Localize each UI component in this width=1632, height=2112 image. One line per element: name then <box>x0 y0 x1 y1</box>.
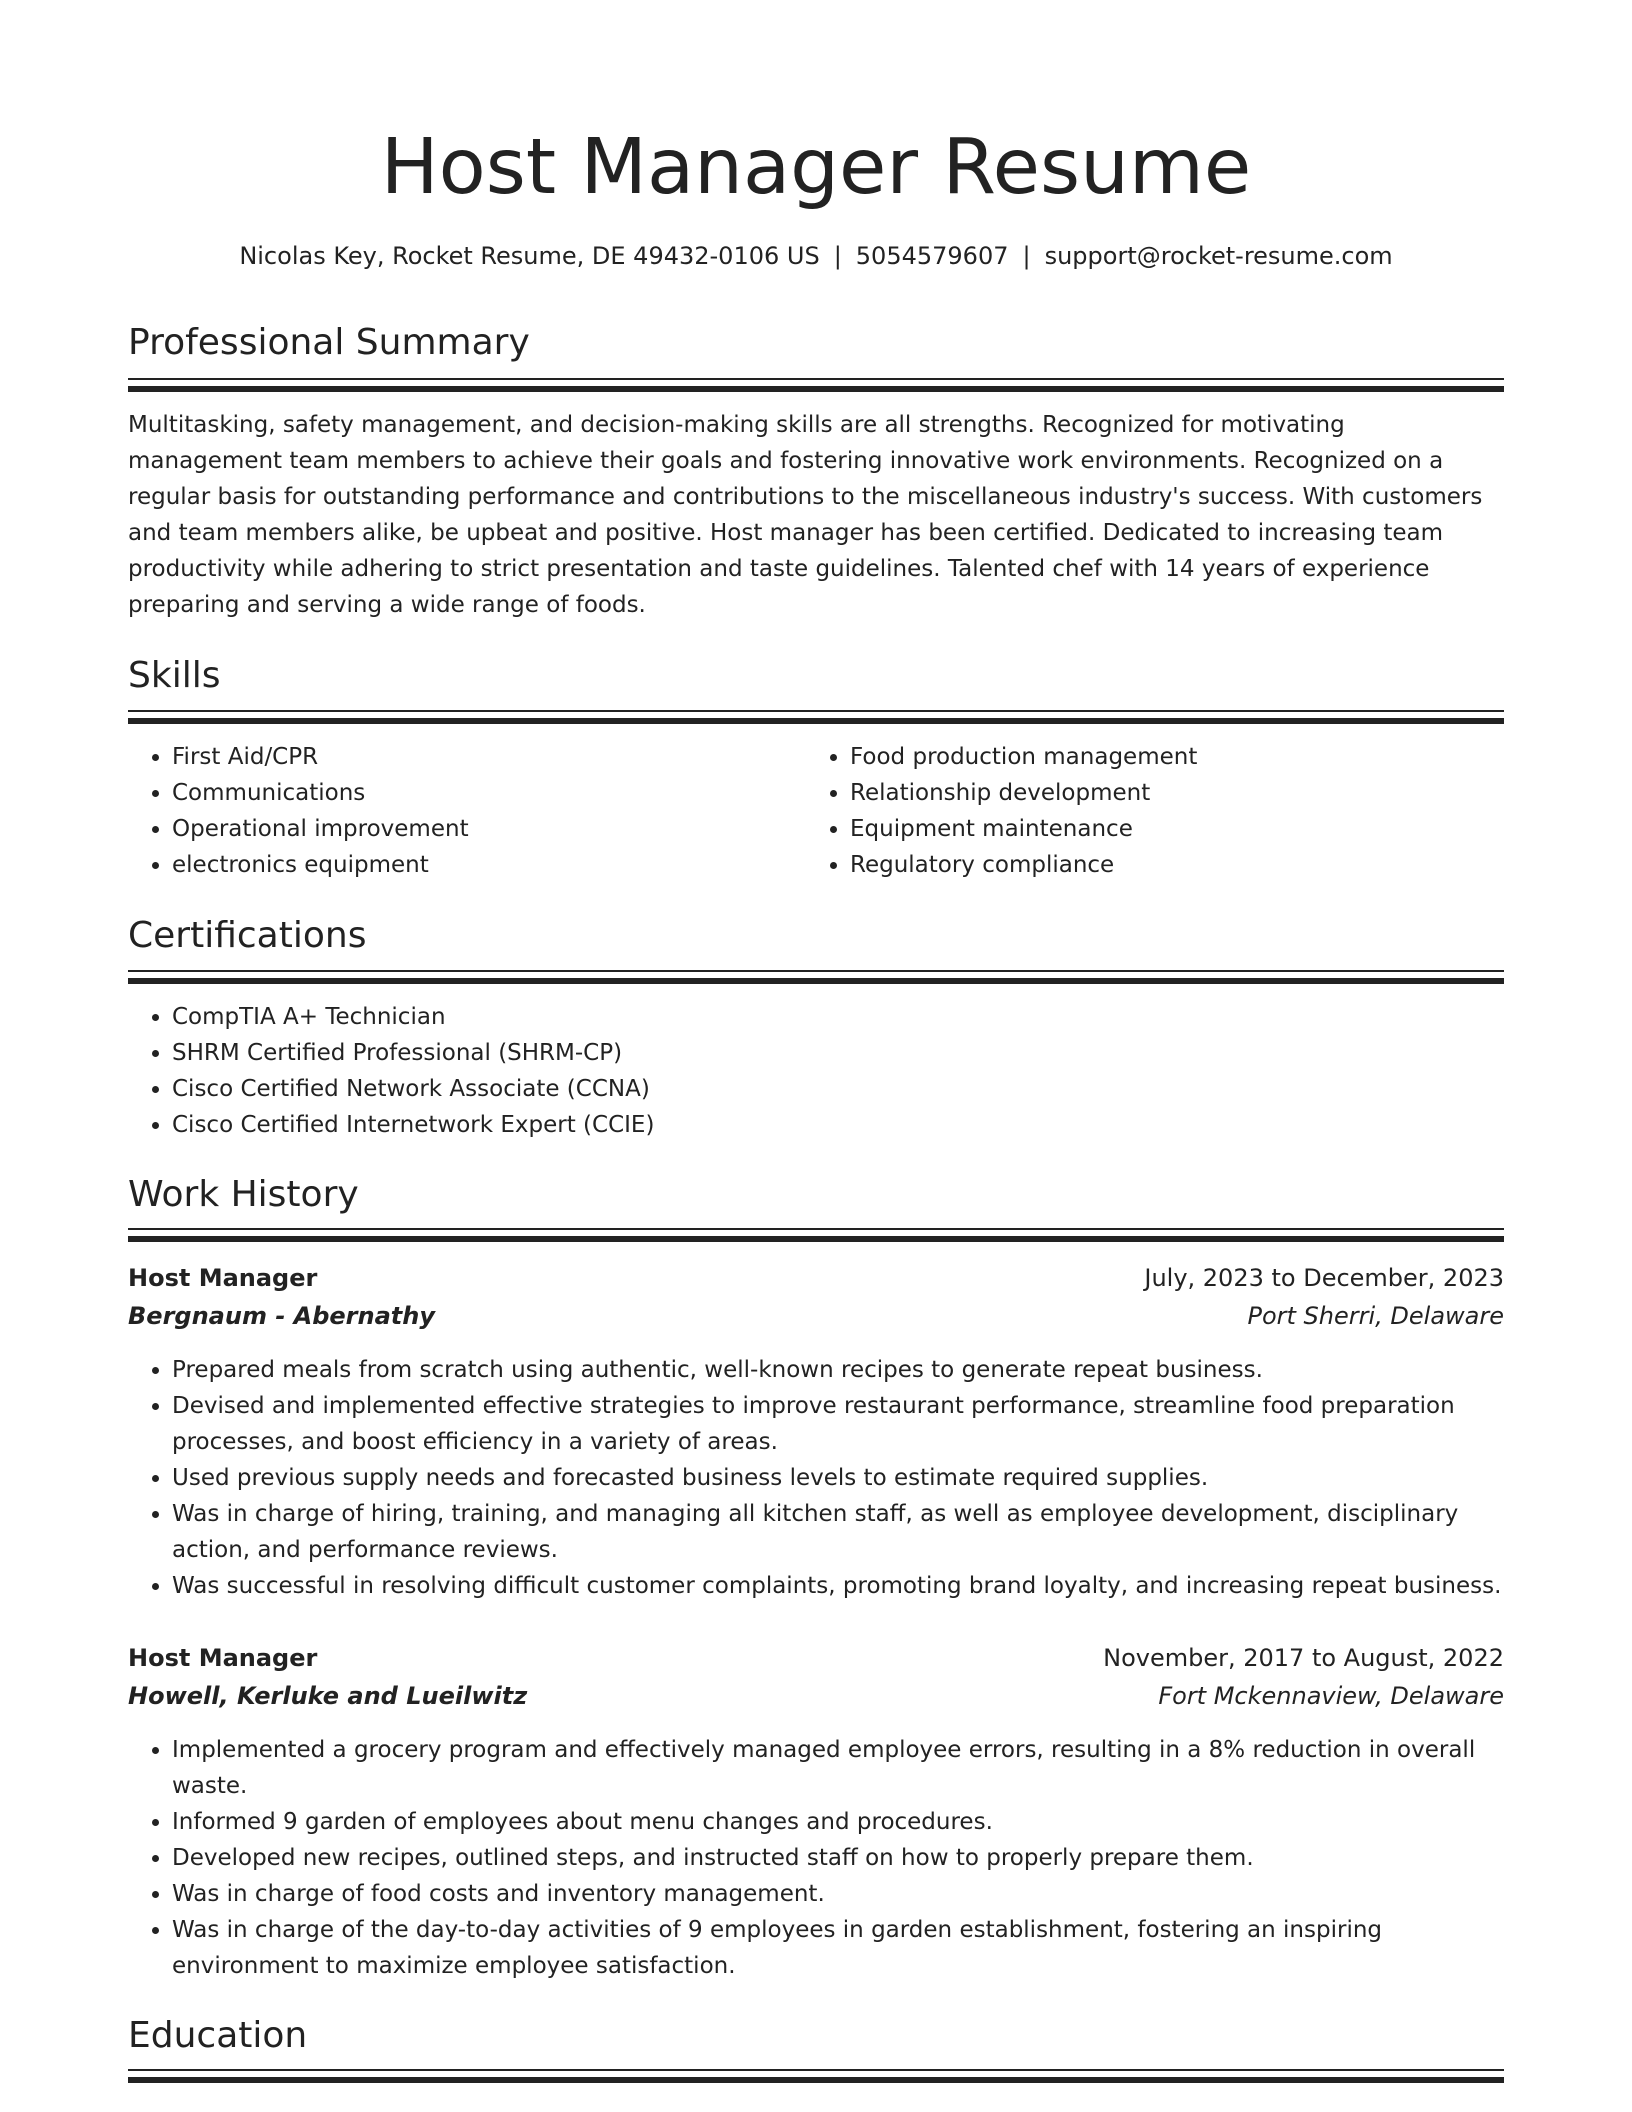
job-bullet: • Developed new recipes, outlined steps, and instructed staff on how to properly prepare them. <box>172 1840 1504 1876</box>
section-divider <box>128 970 1504 972</box>
job-bullet: • Was in charge of food costs and inventory management. <box>172 1876 1504 1912</box>
section-divider <box>128 2077 1504 2083</box>
contact-separator: | <box>833 242 842 270</box>
job-dates: November, 2017 to August, 2022 <box>1103 1644 1504 1672</box>
job-bullet: • Implemented a grocery program and effectively managed employee errors, resulting in a 8% reduction in overall waste. <box>172 1732 1504 1804</box>
section-heading-education <box>128 2012 1504 2060</box>
contact-address: Nicolas Key, Rocket Resume, DE 49432-0106 US <box>239 242 820 270</box>
section-divider <box>128 710 1504 712</box>
section-divider <box>128 378 1504 380</box>
skills-list-left <box>128 739 812 883</box>
contact-email: support@rocket-resume.com <box>1044 242 1393 270</box>
skill-item: • Regulatory compliance <box>850 847 1490 883</box>
job-bullet: • Informed 9 garden of employees about menu changes and procedures. <box>172 1804 1504 1840</box>
skill-item: • electronics equipment <box>172 847 812 883</box>
job-company: Bergnaum - Abernathy <box>128 1302 435 1330</box>
job-title: Host Manager <box>128 1264 318 1292</box>
skill-item: • First Aid/CPR <box>172 739 812 775</box>
page-title: Host Manager Resume <box>380 123 1252 212</box>
skill-item: • Food production management <box>850 739 1490 775</box>
job-title: Host Manager <box>128 1644 318 1672</box>
job-bullet: • Prepared meals from scratch using authentic, well-known recipes to generate repeat business. <box>172 1352 1504 1388</box>
contact-separator: | <box>1022 242 1031 270</box>
section-heading-summary <box>128 319 1504 367</box>
job-location: Port Sherri, Delaware <box>1247 1302 1504 1330</box>
job-subheader <box>128 1677 1504 1715</box>
job-location: Fort Mckennaview, Delaware <box>1158 1682 1504 1710</box>
section-title: Certifications <box>128 915 367 956</box>
certification-item: • Cisco Certified Internetwork Expert (CCIE) <box>172 1107 1504 1143</box>
certification-item: • CompTIA A+ Technician <box>172 999 1504 1035</box>
section-divider <box>128 1236 1504 1242</box>
summary-text: Multitasking, safety management, and decision-making skills are all strengths. Recognized for motivating management team members to achieve their goals and fostering innovative work environments. Recognized on a regular basis for outstanding performance and contributions to the miscellaneous industry's success. With customers and team members alike, be upbeat and positive. Host manager has been certified. Dedicated to increasing team productivity while adhering to strict presentation and taste guidelines. Talented chef with 14 years of experience preparing and serving a wide range of foods. <box>128 412 1483 618</box>
section-divider <box>128 2069 1504 2071</box>
job-header <box>128 1259 1504 1297</box>
job-bullet: • Was successful in resolving difficult customer complaints, promoting brand loyalty, and increasing repeat business. <box>172 1568 1504 1604</box>
job-bullets <box>128 1732 1504 1984</box>
skills-list-right <box>806 739 1490 883</box>
certification-item: • Cisco Certified Network Associate (CCNA) <box>172 1071 1504 1107</box>
skill-item: • Equipment maintenance <box>850 811 1490 847</box>
section-title: Work History <box>128 1174 359 1215</box>
job-bullet: • Was in charge of the day-to-day activities of 9 employees in garden establishment, fostering an inspiring environment to maximize employee satisfaction. <box>172 1912 1504 1984</box>
certifications-list <box>128 999 1504 1143</box>
job-company: Howell, Kerluke and Lueilwitz <box>128 1682 528 1710</box>
job-bullet: • Used previous supply needs and forecasted business levels to estimate required supplies. <box>172 1460 1504 1496</box>
job-header <box>128 1639 1504 1677</box>
job-bullet: • Devised and implemented effective strategies to improve restaurant performance, streamline food preparation processes, and boost efficiency in a variety of areas. <box>172 1388 1504 1460</box>
skill-item: • Communications <box>172 775 812 811</box>
section-heading-work-history <box>128 1171 1504 1219</box>
section-divider <box>128 1228 1504 1230</box>
section-heading-certifications <box>128 912 1504 960</box>
skill-item: • Relationship development <box>850 775 1490 811</box>
section-divider <box>128 386 1504 392</box>
skill-item: • Operational improvement <box>172 811 812 847</box>
job-dates: July, 2023 to December, 2023 <box>1144 1264 1504 1292</box>
contact-line <box>128 236 1504 276</box>
section-title: Education <box>128 2015 308 2056</box>
section-divider <box>128 718 1504 724</box>
job-bullet: • Was in charge of hiring, training, and managing all kitchen staff, as well as employee development, disciplinary action, and performance reviews. <box>172 1496 1504 1568</box>
contact-phone: 5054579607 <box>855 242 1009 270</box>
section-heading-skills <box>128 652 1504 700</box>
job-bullets <box>128 1352 1504 1604</box>
section-divider <box>128 978 1504 984</box>
job-subheader <box>128 1297 1504 1335</box>
certification-item: • SHRM Certified Professional (SHRM-CP) <box>172 1035 1504 1071</box>
section-title: Professional Summary <box>128 322 530 363</box>
section-title: Skills <box>128 655 221 696</box>
